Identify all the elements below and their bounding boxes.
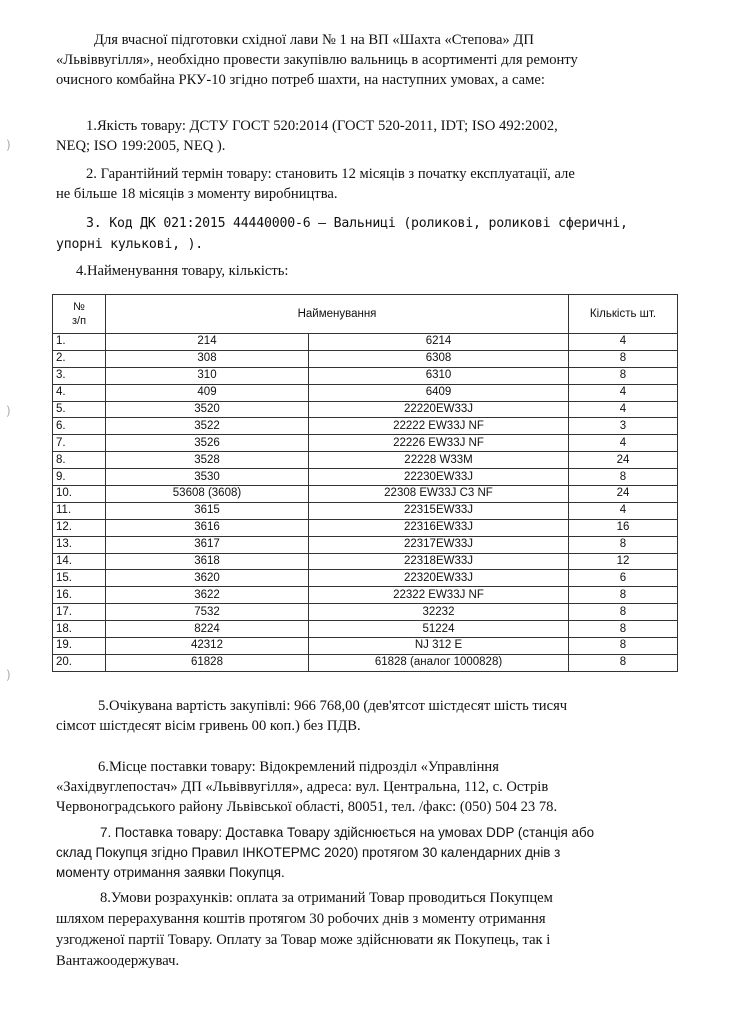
warranty-line-2: не більше 18 місяців з моменту виробництва. — [56, 186, 338, 202]
dk-code-paragraph — [56, 213, 686, 255]
cell-name: 6214 — [309, 334, 569, 351]
cell-number: 4. — [53, 384, 106, 401]
table-row — [53, 367, 678, 384]
cell-quantity: 8 — [569, 621, 678, 638]
cell-quantity: 8 — [569, 350, 678, 367]
scan-mark: ) — [6, 138, 11, 152]
cell-name: 6310 — [309, 367, 569, 384]
cell-code: 310 — [106, 367, 309, 384]
cell-number: 15. — [53, 570, 106, 587]
cell-number: 18. — [53, 621, 106, 638]
table-header-row — [53, 295, 678, 334]
header-name: Найменування — [106, 295, 569, 334]
table-row — [53, 621, 678, 638]
cell-number: 14. — [53, 553, 106, 570]
cell-quantity: 24 — [569, 486, 678, 503]
table-row — [53, 486, 678, 503]
warranty-line-1: 2. Гарантійний термін товару: становить 12 місяців з початку експлуатації, але — [86, 166, 575, 182]
table-row — [53, 469, 678, 486]
cell-quantity: 16 — [569, 519, 678, 536]
cell-number: 3. — [53, 367, 106, 384]
cell-number: 7. — [53, 435, 106, 452]
cell-number: 16. — [53, 587, 106, 604]
cell-name: 22308 EW33J C3 NF — [309, 486, 569, 503]
delivery-terms-line-2: склад Покупця згідно Правил ІНКОТЕРМС 2020) протягом 30 календарних днів з — [56, 845, 561, 860]
price-line-1: 5.Очікувана вартість закупівлі: 966 768,00 (дев'ятсот шістдесят шість тисяч — [98, 698, 568, 714]
price-line-2: сімсот шістдесят вісім гривень 00 коп.) без ПДВ. — [56, 718, 361, 734]
cell-quantity: 12 — [569, 553, 678, 570]
table-row — [53, 654, 678, 671]
cell-name: 51224 — [309, 621, 569, 638]
cell-number: 12. — [53, 519, 106, 536]
table-row — [53, 587, 678, 604]
delivery-terms-line-1: 7. Поставка товару: Доставка Товару здійснюється на умовах DDP (станція або — [100, 825, 595, 840]
cell-code: 3620 — [106, 570, 309, 587]
delivery-place-line-3: Червоноградського району Львівської області, 80051, тел. /факс: (050) 504 23 78. — [56, 799, 558, 815]
cell-quantity: 8 — [569, 587, 678, 604]
quality-line-1: 1.Якість товару: ДСТУ ГОСТ 520:2014 (ГОСТ 520-2011, IDT; ISO 492:2002, — [86, 118, 558, 134]
payment-line-1: 8.Умови розрахунків: оплата за отриманий Товар проводиться Покупцем — [100, 890, 553, 906]
quality-paragraph — [56, 116, 686, 156]
cell-quantity: 8 — [569, 469, 678, 486]
cell-number: 17. — [53, 604, 106, 621]
cell-code: 3528 — [106, 452, 309, 469]
delivery-terms-paragraph — [56, 823, 686, 883]
cell-name: NJ 312 E — [309, 638, 569, 655]
cell-code: 3615 — [106, 502, 309, 519]
cell-code: 3622 — [106, 587, 309, 604]
cell-code: 42312 — [106, 638, 309, 655]
cell-number: 5. — [53, 401, 106, 418]
table-body — [53, 334, 678, 672]
table-row — [53, 401, 678, 418]
table-row — [53, 384, 678, 401]
cell-code: 3618 — [106, 553, 309, 570]
cell-name: 22316EW33J — [309, 519, 569, 536]
cell-quantity: 4 — [569, 334, 678, 351]
intro-paragraph — [56, 30, 686, 90]
table-row — [53, 570, 678, 587]
cell-name: 6409 — [309, 384, 569, 401]
header-quantity: Кількість шт. — [569, 295, 678, 334]
dk-code-line-1: 3. Код ДК 021:2015 44440000-6 – Вальниці (роликові, роликові сферичні, — [86, 216, 628, 231]
table-row — [53, 553, 678, 570]
cell-name: 32232 — [309, 604, 569, 621]
payment-line-4: Вантажоодержувач. — [56, 953, 180, 969]
payment-line-2: шляхом перерахування коштів протягом 30 робочих днів з моменту отримання — [56, 911, 546, 927]
intro-line-2: «Львіввугілля», необхідно провести закупівлю вальниць в асортименті для ремонту — [56, 52, 578, 68]
cell-quantity: 3 — [569, 418, 678, 435]
intro-line-1: Для вчасної підготовки східної лави № 1 на ВП «Шахта «Степова» ДП — [94, 32, 534, 48]
cell-number: 2. — [53, 350, 106, 367]
intro-line-3: очисного комбайна РКУ-10 згідно потреб шахти, на наступних умовах, а саме: — [56, 72, 545, 88]
cell-name: 22317EW33J — [309, 536, 569, 553]
cell-quantity: 8 — [569, 536, 678, 553]
delivery-place-paragraph — [56, 757, 686, 817]
cell-code: 3530 — [106, 469, 309, 486]
payment-line-3: узгодженої партії Товару. Оплату за Товар може здійснювати як Покупець, так і — [56, 932, 551, 948]
table-row — [53, 418, 678, 435]
items-table — [52, 294, 678, 672]
cell-code: 3522 — [106, 418, 309, 435]
table-row — [53, 452, 678, 469]
table-row — [53, 350, 678, 367]
table-row — [53, 334, 678, 351]
cell-code: 53608 (3608) — [106, 486, 309, 503]
table-row — [53, 536, 678, 553]
cell-code: 61828 — [106, 654, 309, 671]
dk-code-line-2: упорні кулькові, ). — [56, 237, 204, 252]
header-number-symbol: № — [73, 301, 85, 313]
table-row — [53, 519, 678, 536]
cell-code: 3526 — [106, 435, 309, 452]
cell-name: 61828 (аналог 1000828) — [309, 654, 569, 671]
cell-number: 8. — [53, 452, 106, 469]
cell-code: 3520 — [106, 401, 309, 418]
table-row — [53, 638, 678, 655]
cell-number: 11. — [53, 502, 106, 519]
cell-quantity: 4 — [569, 502, 678, 519]
cell-quantity: 4 — [569, 401, 678, 418]
cell-quantity: 4 — [569, 384, 678, 401]
cell-number: 6. — [53, 418, 106, 435]
cell-quantity: 4 — [569, 435, 678, 452]
cell-quantity: 8 — [569, 367, 678, 384]
header-number-sub: з/п — [71, 315, 87, 327]
price-paragraph — [56, 696, 686, 736]
cell-name: 6308 — [309, 350, 569, 367]
cell-name: 22220EW33J — [309, 401, 569, 418]
cell-number: 20. — [53, 654, 106, 671]
items-heading-text: 4.Найменування товару, кількість: — [76, 263, 289, 279]
cell-quantity: 6 — [569, 570, 678, 587]
cell-quantity: 24 — [569, 452, 678, 469]
table-row — [53, 604, 678, 621]
scan-mark: ) — [6, 668, 11, 682]
cell-quantity: 8 — [569, 604, 678, 621]
delivery-terms-line-3: моменту отримання заявки Покупця. — [56, 865, 285, 880]
cell-name: 22222 EW33J NF — [309, 418, 569, 435]
cell-code: 409 — [106, 384, 309, 401]
cell-quantity: 8 — [569, 654, 678, 671]
cell-code: 3616 — [106, 519, 309, 536]
scan-mark: ) — [6, 404, 11, 418]
table-row — [53, 502, 678, 519]
quality-line-2: NEQ; ISO 199:2005, NEQ ). — [56, 138, 226, 154]
cell-code: 3617 — [106, 536, 309, 553]
cell-number: 10. — [53, 486, 106, 503]
cell-name: 22226 EW33J NF — [309, 435, 569, 452]
cell-code: 308 — [106, 350, 309, 367]
cell-code: 214 — [106, 334, 309, 351]
cell-name: 22318EW33J — [309, 553, 569, 570]
cell-number: 19. — [53, 638, 106, 655]
cell-name: 22322 EW33J NF — [309, 587, 569, 604]
cell-name: 22315EW33J — [309, 502, 569, 519]
cell-code: 8224 — [106, 621, 309, 638]
items-heading — [76, 261, 676, 281]
header-number — [53, 295, 106, 334]
warranty-paragraph — [56, 164, 686, 204]
table-row — [53, 435, 678, 452]
cell-code: 7532 — [106, 604, 309, 621]
delivery-place-line-2: «Західвуглепостач» ДП «Львіввугілля», адреса: вул. Центральна, 112, с. Острів — [56, 779, 549, 795]
cell-name: 22320EW33J — [309, 570, 569, 587]
cell-name: 22230EW33J — [309, 469, 569, 486]
cell-number: 9. — [53, 469, 106, 486]
delivery-place-line-1: 6.Місце поставки товару: Відокремлений підрозділ «Управління — [98, 759, 499, 775]
payment-paragraph — [56, 888, 686, 972]
cell-number: 13. — [53, 536, 106, 553]
cell-quantity: 8 — [569, 638, 678, 655]
cell-number: 1. — [53, 334, 106, 351]
cell-name: 22228 W33M — [309, 452, 569, 469]
